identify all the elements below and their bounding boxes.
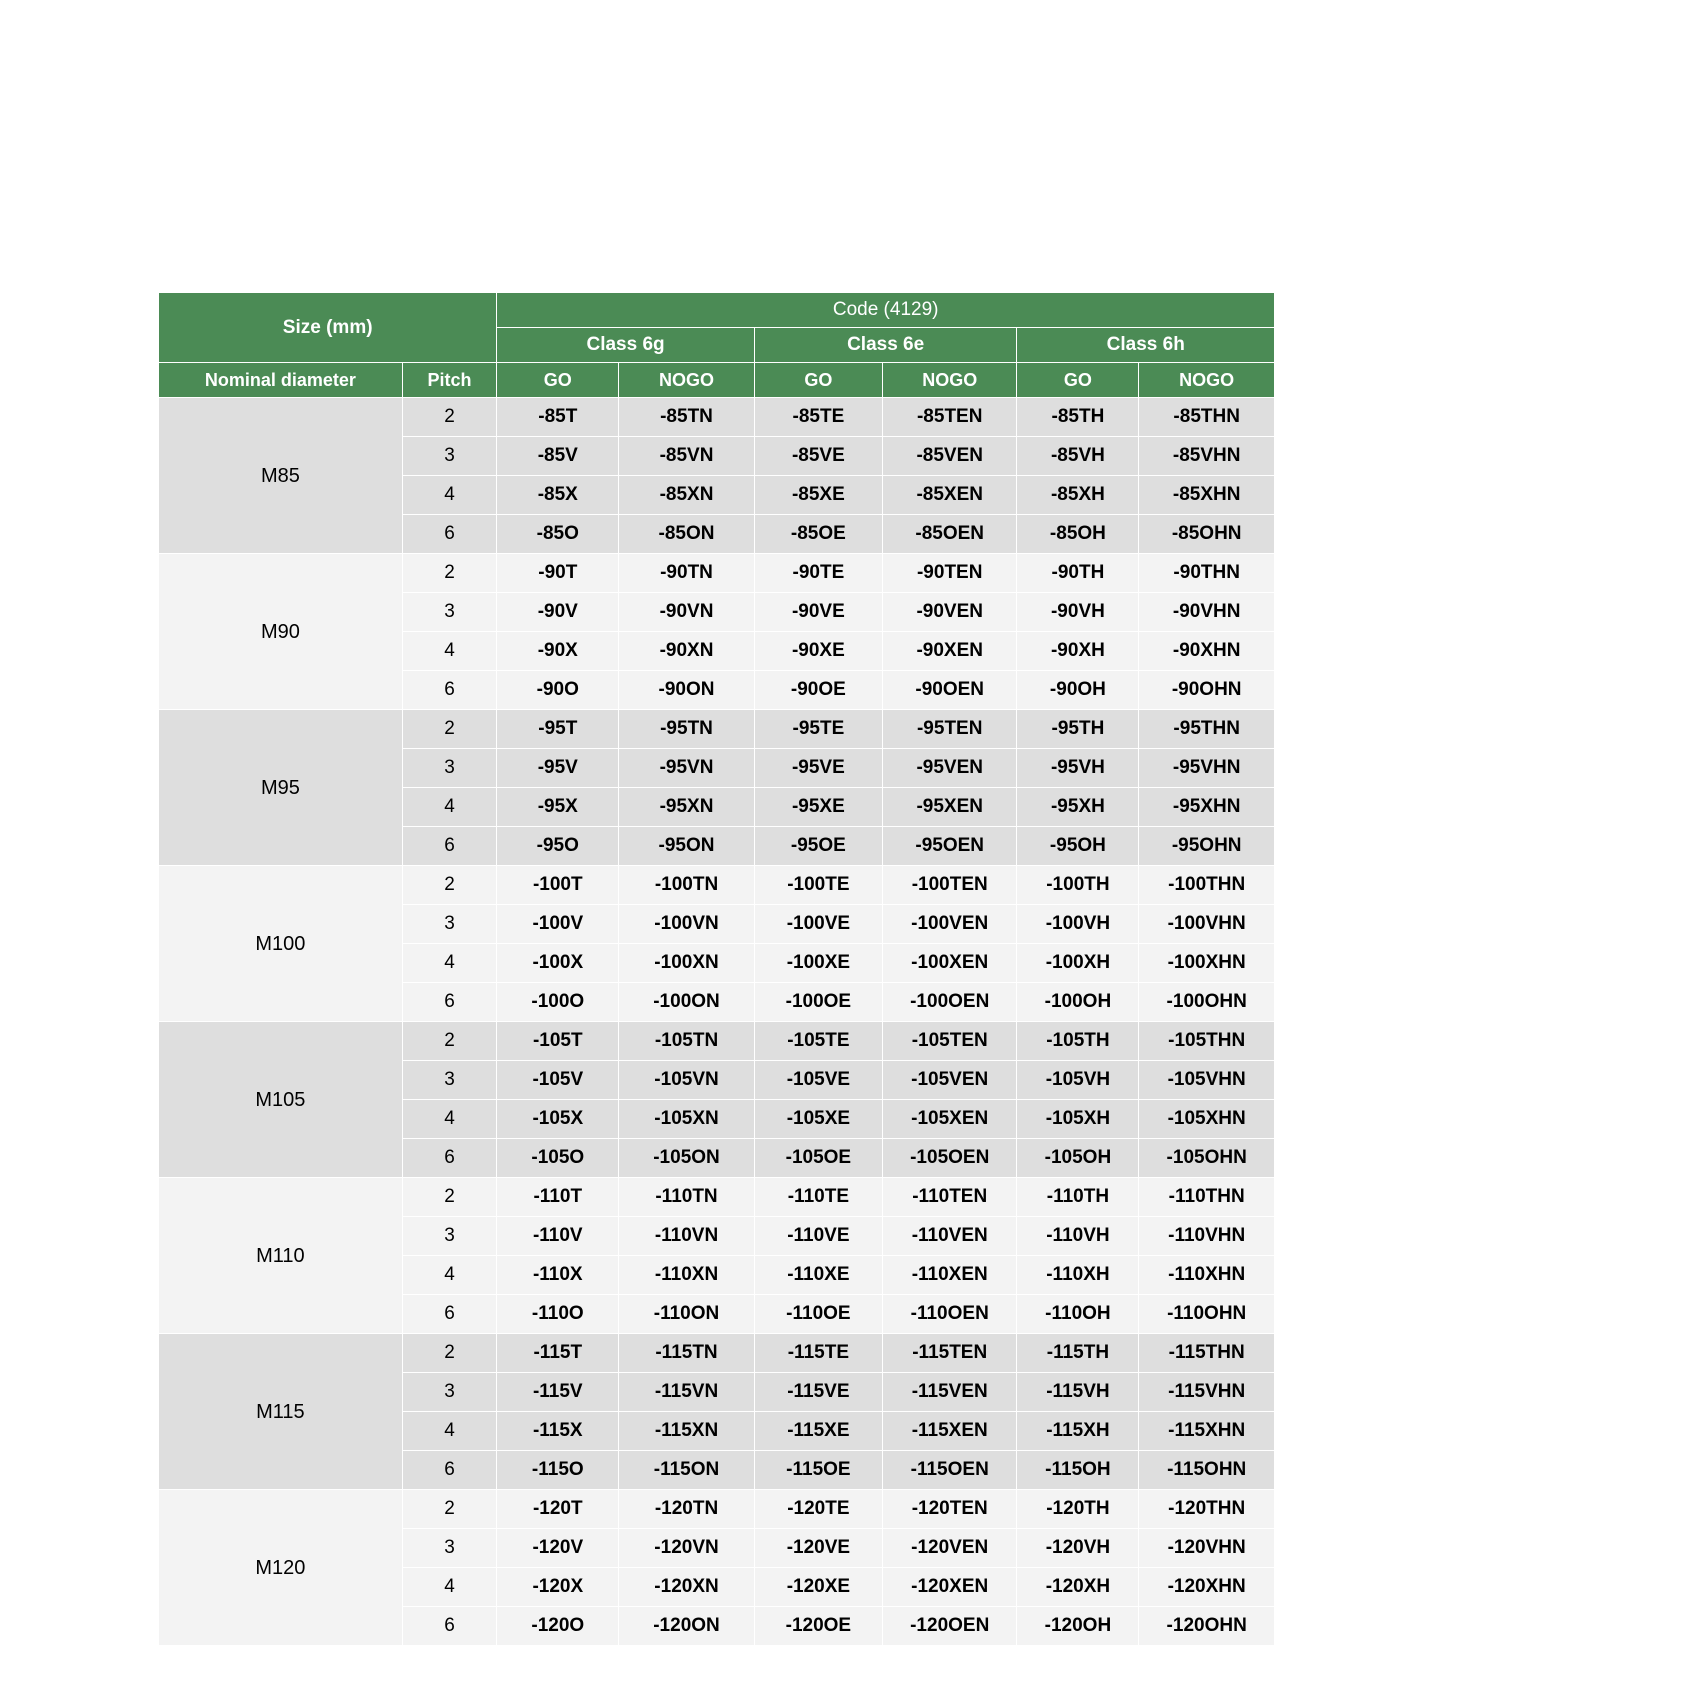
thread-gauge-code-table-container (158, 292, 1275, 1646)
cell-6e-nogo: -95OEN (882, 827, 1017, 866)
cell-6h-nogo: -85THN (1139, 398, 1275, 437)
cell-nominal-diameter: M105 (159, 1022, 403, 1178)
cell-6g-nogo: -115XN (619, 1412, 755, 1451)
cell-6h-go: -100VH (1017, 905, 1139, 944)
cell-6g-go: -120X (497, 1568, 619, 1607)
cell-pitch: 2 (402, 1178, 497, 1217)
cell-6h-go: -100OH (1017, 983, 1139, 1022)
cell-pitch: 3 (402, 437, 497, 476)
cell-6h-nogo: -105XHN (1139, 1100, 1275, 1139)
cell-6e-go: -110TE (754, 1178, 882, 1217)
cell-nominal-diameter: M90 (159, 554, 403, 710)
cell-6e-nogo: -115OEN (882, 1451, 1017, 1490)
cell-6h-nogo: -120OHN (1139, 1607, 1275, 1646)
cell-6h-go: -110XH (1017, 1256, 1139, 1295)
cell-6e-nogo: -110VEN (882, 1217, 1017, 1256)
cell-6h-nogo: -90OHN (1139, 671, 1275, 710)
header-6h-nogo: NOGO (1139, 363, 1275, 398)
cell-6h-nogo: -120XHN (1139, 1568, 1275, 1607)
cell-6g-nogo: -120XN (619, 1568, 755, 1607)
cell-6h-go: -110VH (1017, 1217, 1139, 1256)
cell-6g-nogo: -85TN (619, 398, 755, 437)
cell-6h-go: -85VH (1017, 437, 1139, 476)
cell-6e-go: -95TE (754, 710, 882, 749)
cell-6h-go: -95XH (1017, 788, 1139, 827)
cell-6e-nogo: -95TEN (882, 710, 1017, 749)
cell-6g-go: -100V (497, 905, 619, 944)
cell-6e-nogo: -105XEN (882, 1100, 1017, 1139)
cell-6e-go: -115OE (754, 1451, 882, 1490)
header-pitch: Pitch (402, 363, 497, 398)
cell-6g-go: -105X (497, 1100, 619, 1139)
cell-6h-nogo: -90THN (1139, 554, 1275, 593)
cell-6h-nogo: -110OHN (1139, 1295, 1275, 1334)
cell-6g-go: -115T (497, 1334, 619, 1373)
cell-6h-nogo: -105OHN (1139, 1139, 1275, 1178)
header-class-6h: Class 6h (1017, 328, 1275, 363)
cell-6h-go: -110OH (1017, 1295, 1139, 1334)
cell-pitch: 2 (402, 866, 497, 905)
cell-6h-go: -120OH (1017, 1607, 1139, 1646)
cell-pitch: 6 (402, 671, 497, 710)
cell-6h-go: -105XH (1017, 1100, 1139, 1139)
cell-nominal-diameter: M85 (159, 398, 403, 554)
thread-gauge-code-table (158, 292, 1275, 1646)
cell-6h-nogo: -85XHN (1139, 476, 1275, 515)
cell-6g-go: -90X (497, 632, 619, 671)
cell-6h-go: -85XH (1017, 476, 1139, 515)
cell-pitch: 3 (402, 593, 497, 632)
cell-pitch: 3 (402, 1061, 497, 1100)
header-class-6e: Class 6e (754, 328, 1017, 363)
cell-6h-go: -90OH (1017, 671, 1139, 710)
cell-6e-go: -120TE (754, 1490, 882, 1529)
cell-pitch: 6 (402, 983, 497, 1022)
cell-pitch: 3 (402, 749, 497, 788)
cell-6g-go: -100X (497, 944, 619, 983)
cell-6h-nogo: -100OHN (1139, 983, 1275, 1022)
cell-6e-go: -95OE (754, 827, 882, 866)
cell-6e-go: -105VE (754, 1061, 882, 1100)
cell-6e-nogo: -85TEN (882, 398, 1017, 437)
cell-6e-nogo: -120VEN (882, 1529, 1017, 1568)
header-6e-go: GO (754, 363, 882, 398)
cell-6g-nogo: -110VN (619, 1217, 755, 1256)
cell-6h-go: -120VH (1017, 1529, 1139, 1568)
cell-6g-nogo: -120VN (619, 1529, 755, 1568)
cell-6h-go: -90XH (1017, 632, 1139, 671)
cell-6g-nogo: -90XN (619, 632, 755, 671)
cell-6e-go: -85XE (754, 476, 882, 515)
cell-pitch: 4 (402, 1100, 497, 1139)
cell-6e-nogo: -115XEN (882, 1412, 1017, 1451)
table-header (159, 293, 1275, 398)
cell-pitch: 3 (402, 1217, 497, 1256)
cell-6h-nogo: -85VHN (1139, 437, 1275, 476)
cell-6e-go: -105OE (754, 1139, 882, 1178)
cell-6h-nogo: -110VHN (1139, 1217, 1275, 1256)
cell-6e-go: -120OE (754, 1607, 882, 1646)
cell-6h-go: -90TH (1017, 554, 1139, 593)
cell-6g-nogo: -85ON (619, 515, 755, 554)
cell-6g-nogo: -95XN (619, 788, 755, 827)
cell-6h-go: -90VH (1017, 593, 1139, 632)
cell-6h-nogo: -95THN (1139, 710, 1275, 749)
cell-6e-nogo: -115VEN (882, 1373, 1017, 1412)
cell-6g-nogo: -105VN (619, 1061, 755, 1100)
cell-6h-go: -95TH (1017, 710, 1139, 749)
cell-6g-go: -85V (497, 437, 619, 476)
cell-6h-go: -110TH (1017, 1178, 1139, 1217)
cell-6h-go: -85OH (1017, 515, 1139, 554)
cell-pitch: 6 (402, 1451, 497, 1490)
cell-6e-nogo: -105OEN (882, 1139, 1017, 1178)
cell-6g-nogo: -100XN (619, 944, 755, 983)
cell-pitch: 6 (402, 827, 497, 866)
cell-6h-nogo: -115XHN (1139, 1412, 1275, 1451)
cell-6g-nogo: -95VN (619, 749, 755, 788)
cell-6h-nogo: -110THN (1139, 1178, 1275, 1217)
cell-6g-nogo: -90VN (619, 593, 755, 632)
table-row (159, 1022, 1275, 1061)
cell-pitch: 6 (402, 1607, 497, 1646)
table-row (159, 554, 1275, 593)
cell-pitch: 2 (402, 1334, 497, 1373)
cell-6g-go: -110X (497, 1256, 619, 1295)
cell-6e-nogo: -100XEN (882, 944, 1017, 983)
cell-6e-nogo: -100VEN (882, 905, 1017, 944)
cell-6g-nogo: -95ON (619, 827, 755, 866)
cell-6e-nogo: -85VEN (882, 437, 1017, 476)
cell-6e-nogo: -90TEN (882, 554, 1017, 593)
cell-6h-go: -115OH (1017, 1451, 1139, 1490)
cell-6h-nogo: -95VHN (1139, 749, 1275, 788)
header-nominal-diameter: Nominal diameter (159, 363, 403, 398)
cell-6h-nogo: -100XHN (1139, 944, 1275, 983)
cell-nominal-diameter: M95 (159, 710, 403, 866)
header-6h-go: GO (1017, 363, 1139, 398)
cell-6g-go: -115V (497, 1373, 619, 1412)
cell-6g-go: -105V (497, 1061, 619, 1100)
cell-6h-go: -120XH (1017, 1568, 1139, 1607)
cell-6e-go: -100OE (754, 983, 882, 1022)
cell-6g-nogo: -115VN (619, 1373, 755, 1412)
cell-pitch: 4 (402, 1256, 497, 1295)
cell-6g-go: -95T (497, 710, 619, 749)
cell-6e-nogo: -110TEN (882, 1178, 1017, 1217)
cell-6g-go: -115O (497, 1451, 619, 1490)
cell-6h-nogo: -115OHN (1139, 1451, 1275, 1490)
cell-6g-nogo: -90TN (619, 554, 755, 593)
cell-6h-nogo: -95OHN (1139, 827, 1275, 866)
cell-6e-go: -120VE (754, 1529, 882, 1568)
table-row (159, 1178, 1275, 1217)
cell-pitch: 2 (402, 554, 497, 593)
cell-6g-nogo: -95TN (619, 710, 755, 749)
cell-6e-go: -95XE (754, 788, 882, 827)
cell-6h-nogo: -85OHN (1139, 515, 1275, 554)
cell-6e-go: -85OE (754, 515, 882, 554)
cell-6g-go: -110T (497, 1178, 619, 1217)
cell-6e-nogo: -105TEN (882, 1022, 1017, 1061)
cell-6e-nogo: -120XEN (882, 1568, 1017, 1607)
cell-6g-nogo: -90ON (619, 671, 755, 710)
cell-6h-go: -105OH (1017, 1139, 1139, 1178)
table-body (159, 398, 1275, 1646)
cell-6e-nogo: -85OEN (882, 515, 1017, 554)
cell-pitch: 3 (402, 1529, 497, 1568)
cell-6e-go: -90VE (754, 593, 882, 632)
cell-pitch: 3 (402, 905, 497, 944)
cell-6e-go: -115TE (754, 1334, 882, 1373)
table-row (159, 710, 1275, 749)
cell-6e-go: -90TE (754, 554, 882, 593)
cell-pitch: 4 (402, 788, 497, 827)
cell-6g-nogo: -85XN (619, 476, 755, 515)
cell-6e-go: -110XE (754, 1256, 882, 1295)
cell-6h-nogo: -115THN (1139, 1334, 1275, 1373)
cell-6h-nogo: -120THN (1139, 1490, 1275, 1529)
cell-6e-nogo: -100TEN (882, 866, 1017, 905)
cell-6h-nogo: -120VHN (1139, 1529, 1275, 1568)
cell-6g-go: -120V (497, 1529, 619, 1568)
cell-6g-nogo: -100ON (619, 983, 755, 1022)
cell-6g-go: -85T (497, 398, 619, 437)
cell-6g-nogo: -105XN (619, 1100, 755, 1139)
cell-6g-go: -110V (497, 1217, 619, 1256)
cell-6g-go: -95X (497, 788, 619, 827)
cell-6g-go: -100O (497, 983, 619, 1022)
cell-6h-nogo: -110XHN (1139, 1256, 1275, 1295)
cell-6e-go: -110VE (754, 1217, 882, 1256)
cell-6e-nogo: -95VEN (882, 749, 1017, 788)
cell-6h-nogo: -105THN (1139, 1022, 1275, 1061)
cell-6e-go: -90OE (754, 671, 882, 710)
cell-pitch: 4 (402, 1412, 497, 1451)
cell-pitch: 2 (402, 1490, 497, 1529)
cell-6h-go: -95OH (1017, 827, 1139, 866)
cell-pitch: 4 (402, 944, 497, 983)
cell-6g-nogo: -110XN (619, 1256, 755, 1295)
cell-6h-go: -120TH (1017, 1490, 1139, 1529)
cell-6h-go: -100XH (1017, 944, 1139, 983)
header-code: Code (4129) (497, 293, 1275, 328)
cell-6g-go: -105T (497, 1022, 619, 1061)
cell-6g-go: -110O (497, 1295, 619, 1334)
header-row-1 (159, 293, 1275, 328)
cell-6g-nogo: -85VN (619, 437, 755, 476)
cell-6g-go: -90T (497, 554, 619, 593)
cell-6h-nogo: -90VHN (1139, 593, 1275, 632)
cell-6h-nogo: -90XHN (1139, 632, 1275, 671)
cell-6h-go: -105TH (1017, 1022, 1139, 1061)
cell-6e-nogo: -110OEN (882, 1295, 1017, 1334)
cell-6e-nogo: -90OEN (882, 671, 1017, 710)
cell-pitch: 2 (402, 398, 497, 437)
cell-6g-nogo: -115ON (619, 1451, 755, 1490)
cell-6g-nogo: -105ON (619, 1139, 755, 1178)
cell-6e-go: -100TE (754, 866, 882, 905)
cell-6e-go: -95VE (754, 749, 882, 788)
table-row (159, 1490, 1275, 1529)
cell-6h-go: -115VH (1017, 1373, 1139, 1412)
cell-pitch: 6 (402, 515, 497, 554)
cell-6g-nogo: -105TN (619, 1022, 755, 1061)
header-6g-nogo: NOGO (619, 363, 755, 398)
cell-6e-go: -120XE (754, 1568, 882, 1607)
table-row (159, 398, 1275, 437)
header-6e-nogo: NOGO (882, 363, 1017, 398)
cell-6g-nogo: -100TN (619, 866, 755, 905)
cell-6h-go: -115TH (1017, 1334, 1139, 1373)
cell-6h-nogo: -105VHN (1139, 1061, 1275, 1100)
cell-pitch: 3 (402, 1373, 497, 1412)
cell-6h-go: -85TH (1017, 398, 1139, 437)
cell-6e-go: -85TE (754, 398, 882, 437)
cell-6g-go: -95V (497, 749, 619, 788)
cell-pitch: 4 (402, 476, 497, 515)
cell-6g-nogo: -110ON (619, 1295, 755, 1334)
cell-6e-nogo: -95XEN (882, 788, 1017, 827)
cell-6h-nogo: -100THN (1139, 866, 1275, 905)
cell-pitch: 4 (402, 1568, 497, 1607)
cell-6e-go: -115VE (754, 1373, 882, 1412)
header-row-3 (159, 363, 1275, 398)
cell-nominal-diameter: M120 (159, 1490, 403, 1646)
cell-6e-nogo: -90VEN (882, 593, 1017, 632)
header-6g-go: GO (497, 363, 619, 398)
cell-6g-nogo: -110TN (619, 1178, 755, 1217)
cell-nominal-diameter: M115 (159, 1334, 403, 1490)
cell-6e-nogo: -100OEN (882, 983, 1017, 1022)
cell-6g-go: -105O (497, 1139, 619, 1178)
cell-6e-nogo: -115TEN (882, 1334, 1017, 1373)
cell-6h-nogo: -100VHN (1139, 905, 1275, 944)
cell-6g-go: -85X (497, 476, 619, 515)
cell-6e-go: -105XE (754, 1100, 882, 1139)
cell-6h-go: -100TH (1017, 866, 1139, 905)
cell-6h-go: -95VH (1017, 749, 1139, 788)
cell-pitch: 2 (402, 710, 497, 749)
cell-nominal-diameter: M100 (159, 866, 403, 1022)
cell-6e-go: -100VE (754, 905, 882, 944)
cell-6g-go: -115X (497, 1412, 619, 1451)
cell-6e-nogo: -105VEN (882, 1061, 1017, 1100)
cell-6e-nogo: -85XEN (882, 476, 1017, 515)
cell-6g-go: -95O (497, 827, 619, 866)
cell-6h-nogo: -115VHN (1139, 1373, 1275, 1412)
cell-6g-go: -90V (497, 593, 619, 632)
header-size-mm: Size (mm) (159, 293, 497, 363)
cell-6g-go: -120O (497, 1607, 619, 1646)
cell-6g-nogo: -120ON (619, 1607, 755, 1646)
cell-6g-go: -100T (497, 866, 619, 905)
cell-6g-go: -120T (497, 1490, 619, 1529)
cell-6g-go: -90O (497, 671, 619, 710)
cell-6e-go: -90XE (754, 632, 882, 671)
cell-6g-nogo: -100VN (619, 905, 755, 944)
cell-6e-nogo: -120OEN (882, 1607, 1017, 1646)
cell-6e-nogo: -120TEN (882, 1490, 1017, 1529)
cell-6g-go: -85O (497, 515, 619, 554)
table-row (159, 866, 1275, 905)
cell-pitch: 6 (402, 1139, 497, 1178)
cell-nominal-diameter: M110 (159, 1178, 403, 1334)
cell-6e-go: -85VE (754, 437, 882, 476)
cell-6e-go: -100XE (754, 944, 882, 983)
cell-6e-nogo: -110XEN (882, 1256, 1017, 1295)
cell-pitch: 2 (402, 1022, 497, 1061)
cell-6e-go: -105TE (754, 1022, 882, 1061)
table-row (159, 1334, 1275, 1373)
header-class-6g: Class 6g (497, 328, 754, 363)
cell-pitch: 4 (402, 632, 497, 671)
cell-6h-go: -105VH (1017, 1061, 1139, 1100)
cell-6e-go: -115XE (754, 1412, 882, 1451)
cell-6e-nogo: -90XEN (882, 632, 1017, 671)
cell-6g-nogo: -120TN (619, 1490, 755, 1529)
cell-6g-nogo: -115TN (619, 1334, 755, 1373)
cell-6h-go: -115XH (1017, 1412, 1139, 1451)
cell-6h-nogo: -95XHN (1139, 788, 1275, 827)
cell-6e-go: -110OE (754, 1295, 882, 1334)
cell-pitch: 6 (402, 1295, 497, 1334)
